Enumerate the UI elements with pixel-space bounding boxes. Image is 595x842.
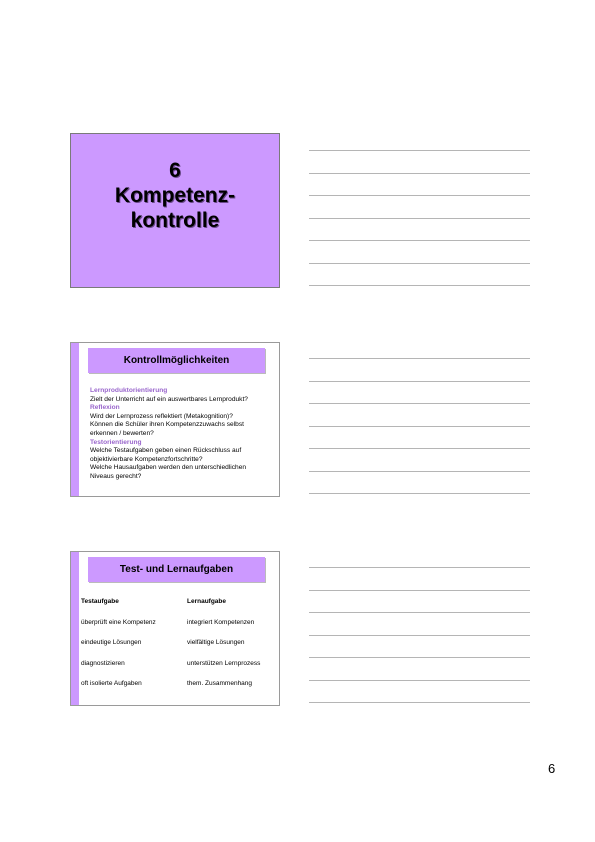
- table-header-row: [81, 598, 273, 619]
- table-row: [81, 619, 273, 640]
- slide-accent-bar: [71, 343, 79, 496]
- slide-2-text-line: Welche Hausaufgaben werden den unterschiedlichen: [90, 464, 247, 472]
- slide-2-text-line: Niveaus gerecht?: [90, 472, 142, 480]
- table-header-cell: Lernaufgabe: [187, 598, 227, 605]
- note-line: [309, 590, 530, 591]
- note-line: [309, 173, 530, 174]
- note-line: [309, 635, 530, 636]
- table-header-cell: Testaufgabe: [81, 598, 119, 605]
- note-line: [309, 612, 530, 613]
- table-cell: vielfältige Lösungen: [187, 639, 245, 646]
- note-line: [309, 381, 530, 382]
- table-cell: unterstützen Lernprozess: [187, 659, 261, 667]
- note-line: [309, 263, 530, 264]
- slide-1-title-line: 6: [169, 159, 181, 182]
- table-cell: überprüft eine Kompetenz: [81, 618, 156, 626]
- note-line: [309, 567, 530, 568]
- note-line: [309, 358, 530, 359]
- table-cell: integriert Kompetenzen: [187, 618, 255, 626]
- slide-1-title-line: Kompetenz-: [114, 184, 236, 207]
- note-line: [309, 426, 530, 427]
- note-line: [309, 448, 530, 449]
- table-row: [81, 639, 273, 660]
- slide-2-text-line: objektivierbare Kompetenzfortschritte?: [90, 455, 203, 463]
- table-cell: diagnostizieren: [81, 659, 125, 667]
- slide-2-subheading: Testorientierung: [90, 438, 142, 446]
- note-line: [309, 150, 530, 151]
- slide-2-body: [90, 387, 273, 482]
- note-line: [309, 195, 530, 196]
- note-line: [309, 702, 530, 703]
- slide-2-text-line: Können die Schüler ihren Kompetenzzuwachs selbst: [90, 421, 244, 429]
- slide-2-text-line: erkennen / bewerten?: [90, 429, 154, 437]
- note-line: [309, 403, 530, 404]
- page-number: 6: [548, 761, 556, 776]
- table-cell: oft isolierte Aufgaben: [81, 680, 142, 687]
- slide-1-thumbnail: [70, 133, 280, 288]
- slide-2-title: Kontrollmöglichkeiten: [88, 348, 265, 373]
- note-line: [309, 285, 530, 286]
- comparison-table: [81, 598, 273, 701]
- slide-2-text-line: Wird der Lernprozess reflektiert (Metakognition)?: [90, 412, 233, 420]
- slide-accent-bar: [71, 552, 79, 705]
- note-line: [309, 471, 530, 472]
- slide-1-title: [71, 158, 279, 233]
- note-line: [309, 240, 530, 241]
- slide-1-title-line: kontrolle: [130, 209, 220, 232]
- slide-2-subheading: Reflexion: [90, 404, 120, 412]
- slide-2-subheading: Lernproduktorientierung: [90, 387, 168, 394]
- note-line: [309, 218, 530, 219]
- slide-3-thumbnail: [70, 551, 280, 706]
- table-row: [81, 660, 273, 681]
- slide-2-text-line: Zielt der Unterricht auf ein auswertbares Lernprodukt?: [90, 395, 248, 403]
- note-line: [309, 657, 530, 658]
- table-cell: them. Zusammenhang: [187, 680, 253, 687]
- slide-2-text-line: Welche Testaufgaben geben einen Rückschluss auf: [90, 447, 242, 455]
- note-line: [309, 493, 530, 494]
- slide-2-thumbnail: [70, 342, 280, 497]
- slide-3-title: Test- und Lernaufgaben: [88, 557, 265, 582]
- table-row: [81, 680, 273, 701]
- note-line: [309, 680, 530, 681]
- table-cell: eindeutige Lösungen: [81, 639, 142, 646]
